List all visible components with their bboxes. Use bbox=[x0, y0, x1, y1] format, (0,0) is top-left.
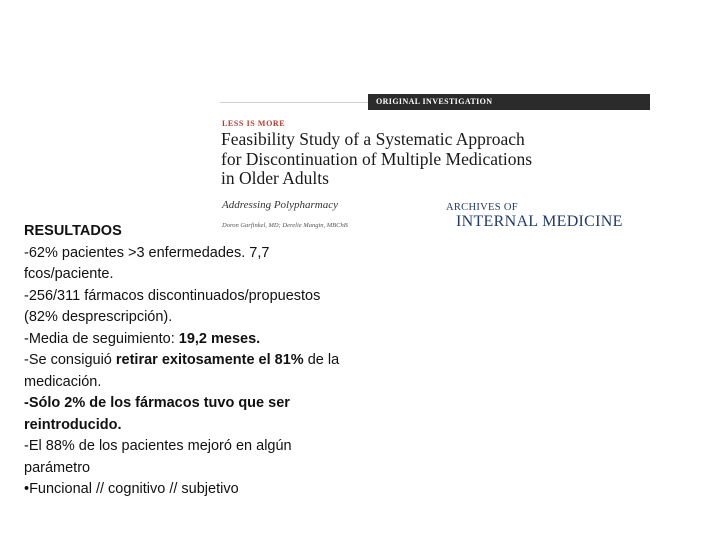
results-heading: RESULTADOS bbox=[24, 223, 122, 239]
journal-logo-line1: ARCHIVES OF bbox=[446, 202, 518, 213]
results-line: reintroducido. bbox=[24, 416, 122, 433]
results-line: fcos/paciente. bbox=[24, 266, 114, 282]
journal-logo bbox=[446, 202, 656, 236]
article-authors: Doron Garfinkel, MD; Derelie Mangin, MBChB bbox=[222, 222, 348, 229]
results-line: (82% desprescripción). bbox=[24, 309, 173, 325]
results-text: -Media de seguimiento: bbox=[24, 330, 179, 347]
results-emphasis: retirar exitosamente el 81% bbox=[115, 352, 304, 368]
article-title-line: in Older Adults bbox=[221, 168, 329, 188]
section-label: LESS IS MORE bbox=[222, 119, 286, 128]
original-investigation-badge: ORIGINAL INVESTIGATION bbox=[368, 94, 650, 110]
article-title bbox=[221, 130, 641, 189]
article-subtitle: Addressing Polypharmacy bbox=[222, 199, 338, 211]
results-line: -62% pacientes >3 enfermedades. 7,7 bbox=[24, 244, 270, 261]
results-line bbox=[24, 350, 394, 372]
results-line: -Sólo 2% de los fármacos tuvo que ser bbox=[24, 395, 290, 411]
results-text: de la bbox=[303, 352, 340, 368]
results-emphasis: 19,2 meses. bbox=[178, 330, 261, 347]
results-line bbox=[24, 329, 394, 351]
results-text: -Se consiguió bbox=[24, 352, 116, 368]
journal-logo-line2: INTERNAL MEDICINE bbox=[456, 213, 623, 230]
results-text-block bbox=[24, 221, 394, 501]
results-line: medicación. bbox=[24, 373, 102, 390]
results-line: parámetro bbox=[24, 459, 91, 476]
article-title-line: for Discontinuation of Multiple Medications bbox=[221, 148, 533, 169]
article-title-line: Feasibility Study of a Systematic Approach bbox=[221, 129, 525, 149]
results-line: •Funcional // cognitivo // subjetivo bbox=[24, 481, 239, 497]
results-line: -El 88% de los pacientes mejoró en algún bbox=[24, 438, 292, 454]
results-line: -256/311 fármacos discontinuados/propuestos bbox=[24, 287, 321, 304]
